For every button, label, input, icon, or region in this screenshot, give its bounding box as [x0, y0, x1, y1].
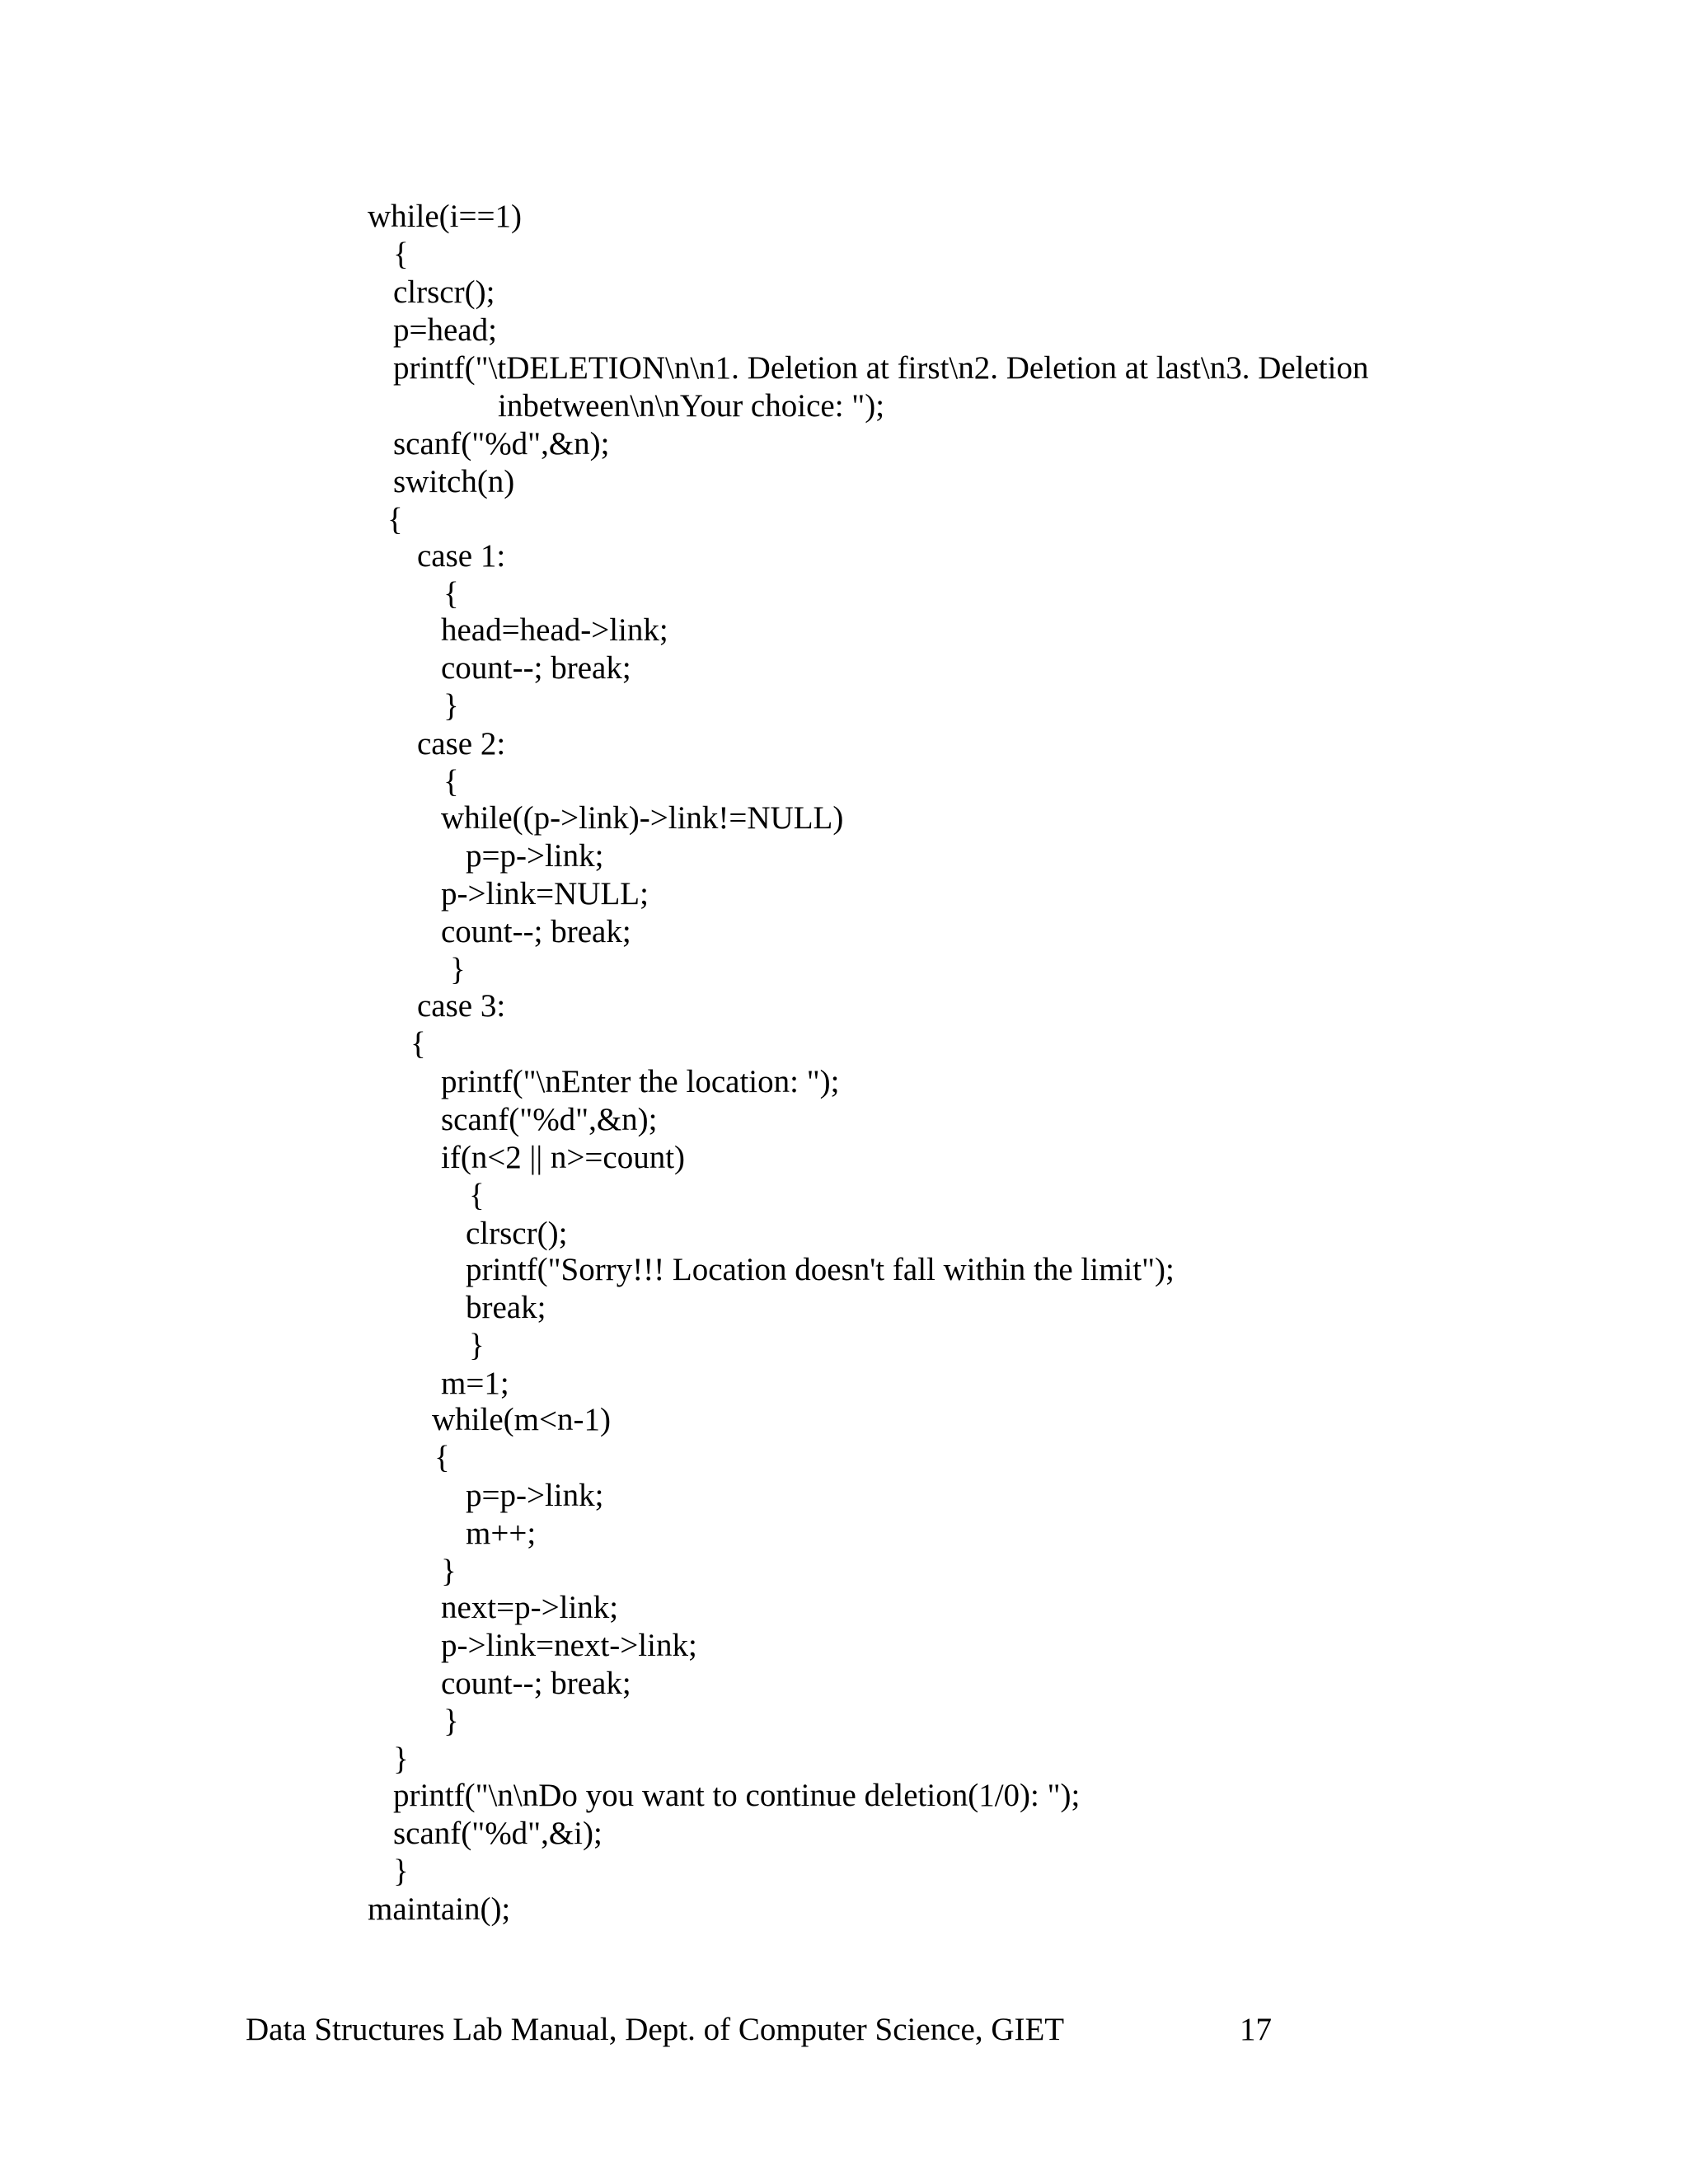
code-line: { [443, 764, 459, 799]
code-line: m=1; [441, 1366, 509, 1401]
code-line: scanf("%d",&n); [393, 426, 610, 462]
code-line: } [393, 1854, 409, 1889]
code-line: p=p->link; [466, 1478, 604, 1513]
code-line: scanf("%d",&i); [393, 1816, 603, 1851]
code-line: next=p->link; [441, 1590, 619, 1625]
code-line: clrscr(); [393, 274, 495, 310]
code-line: if(n<2 || n>=count) [441, 1140, 686, 1175]
code-line: clrscr(); [466, 1216, 568, 1251]
page-footer [0, 2011, 1688, 2077]
code-line: case 1: [417, 538, 506, 574]
code-line: case 2: [417, 726, 506, 762]
code-line: inbetween\n\nYour choice: "); [498, 388, 885, 424]
code-line: switch(n) [393, 464, 515, 499]
code-line: count--; break; [441, 1666, 631, 1701]
code-line: { [443, 576, 459, 612]
code-line: } [443, 1704, 459, 1739]
code-line: while(m<n-1) [432, 1402, 611, 1437]
code-line: p=head; [393, 312, 497, 348]
code-line: while((p->link)->link!=NULL) [441, 800, 844, 836]
code-line: p->link=NULL; [441, 876, 649, 912]
code-line: break; [466, 1290, 546, 1325]
code-line: printf("Sorry!!! Location doesn't fall within the limit"); [466, 1252, 1175, 1287]
code-line: while(i==1) [368, 199, 522, 234]
code-line: printf("\tDELETION\n\n1. Deletion at first\n2. Deletion at last\n3. Deletion [393, 350, 1369, 386]
code-line: } [393, 1741, 409, 1777]
code-line: case 3: [417, 988, 506, 1024]
code-line: } [441, 1554, 457, 1589]
code-line: { [434, 1440, 450, 1475]
footer-text: Data Structures Lab Manual, Dept. of Computer Science, GIET [246, 2012, 1065, 2047]
code-line: count--; break; [441, 650, 631, 686]
code-line: { [410, 1026, 426, 1062]
code-line: scanf("%d",&n); [441, 1102, 658, 1137]
code-line: count--; break; [441, 914, 631, 949]
code-line: p=p->link; [466, 838, 604, 874]
code-line: } [450, 952, 466, 987]
code-line: head=head->link; [441, 612, 668, 648]
code-line: p->link=next->link; [441, 1628, 697, 1663]
code-line: { [469, 1178, 485, 1213]
code-line: maintain(); [368, 1891, 511, 1927]
code-line: printf("\n\nDo you want to continue deletion(1/0): "); [393, 1778, 1081, 1813]
code-line: } [443, 688, 459, 724]
code-line: printf("\nEnter the location: "); [441, 1064, 840, 1099]
page-number: 17 [1240, 2012, 1272, 2047]
code-line: { [387, 502, 403, 537]
code-line: { [393, 237, 409, 272]
code-line: } [469, 1328, 485, 1363]
code-line: m++; [466, 1516, 537, 1551]
